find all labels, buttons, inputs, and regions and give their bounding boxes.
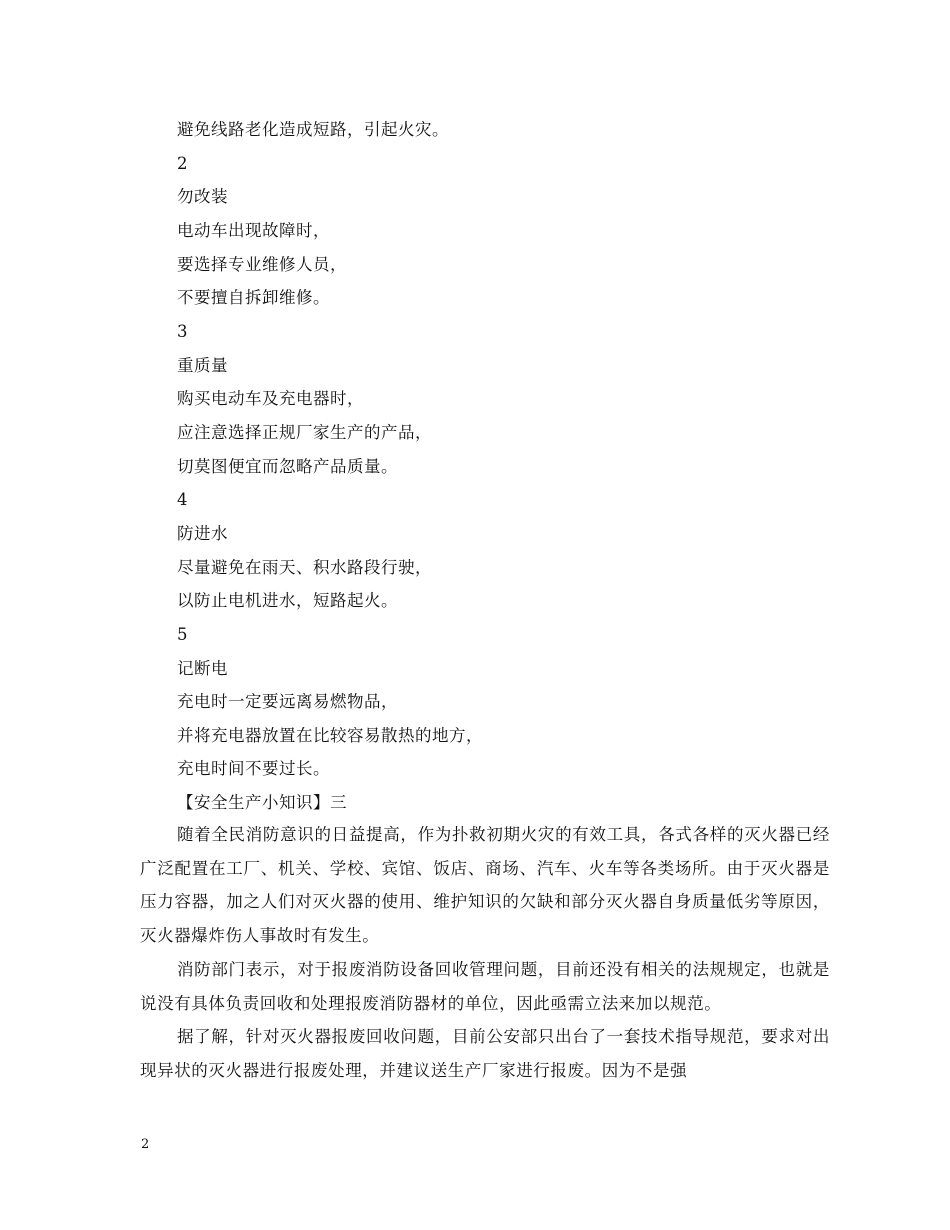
text-line: 购买电动车及充电器时， — [177, 389, 364, 408]
item-heading: 重质量 — [177, 356, 228, 375]
page-number: 2 — [141, 1137, 150, 1152]
item-heading: 防进水 — [177, 524, 228, 543]
text-line: 以防止电机进水，短路起火。 — [177, 591, 398, 610]
text-line: 充电时一定要远离易燃物品， — [177, 692, 398, 711]
body-paragraph: 随着全民消防意识的日益提高，作为扑救初期火灾的有效工具，各式各样的灭火器已经广泛配置在工厂、机关、学校、宾馆、饭店、商场、汽车、火车等各类场所。由于灭火器是压力容器，加之人们对灭火器的使用、维护知识的欠缺和部分灭火器自身质量低劣等原因，灭火器爆炸伤人事故时有发生。 — [140, 825, 830, 945]
text-line: 应注意选择正规厂家生产的产品， — [177, 423, 432, 442]
item-heading: 勿改装 — [177, 187, 228, 206]
item-number: 2 — [177, 154, 188, 173]
text-line: 尽量避免在雨天、积水路段行驶， — [177, 558, 432, 577]
text-line: 电动车出现故障时， — [177, 221, 330, 240]
item-number: 5 — [177, 625, 188, 644]
text-line: 充电时间不要过长。 — [177, 759, 330, 778]
item-number: 3 — [177, 322, 188, 341]
text-line: 切莫图便宜而忽略产品质量。 — [177, 457, 398, 476]
text-line: 不要擅自拆卸维修。 — [177, 288, 330, 307]
text-line: 避免线路老化造成短路，引起火灾。 — [177, 120, 449, 139]
item-number: 4 — [177, 490, 188, 509]
item-heading: 记断电 — [177, 659, 228, 678]
body-paragraph: 据了解，针对灭火器报废回收问题，目前公安部只出台了一套技术指导规范，要求对出现异状的灭火器进行报废处理，并建议送生产厂家进行报废。因为不是强 — [140, 1027, 830, 1080]
text-line: 并将充电器放置在比较容易散热的地方， — [177, 726, 483, 745]
body-paragraph: 消防部门表示，对于报废消防设备回收管理问题，目前还没有相关的法规规定，也就是说没有具体负责回收和处理报废消防器材的单位，因此亟需立法来加以规范。 — [140, 960, 830, 1013]
text-line: 要选择专业维修人员， — [177, 255, 347, 274]
section-heading: 【安全生产小知识】三 — [177, 793, 347, 812]
